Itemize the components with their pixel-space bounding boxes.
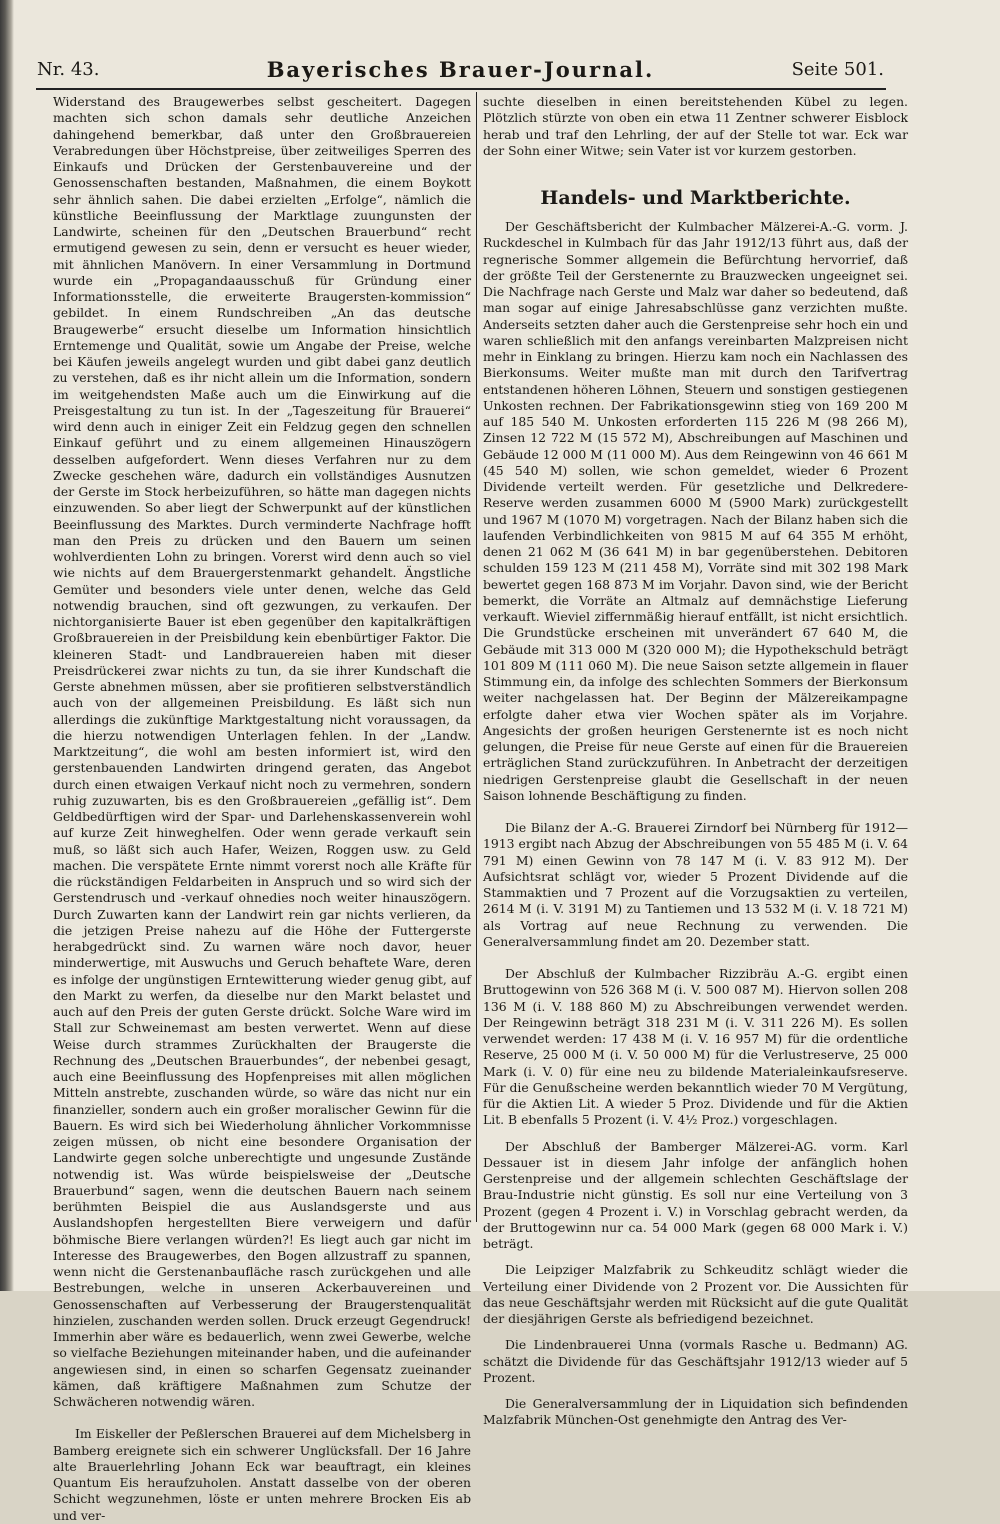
report-paragraph: Die Leipziger Malzfabrik zu Schkeuditz schlägt wieder die Verteilung einer Dividende von 2 Prozent vor. Die Aussichten für das neue Geschäftsjahr werden mit Rücksicht auf die gute Qualität der diesjährigen Gerste als befriedigend bezeichnet.: [483, 1262, 908, 1326]
report-paragraph: Die Generalversammlung der in Liquidation sich befindenden Malzfabrik München-Ost genehmigte den Antrag des Ver-: [483, 1396, 908, 1428]
article-paragraph: suchte dieselben in einen bereitstehenden Kübel zu legen. Plötzlich stürzte von oben ein etwa 11 Zentner schwerer Eisblock herab und traf den Lehrling, der auf der Stelle tot war. Eck war der Sohn einer Witwe; sein Vater ist vor kurzem gestorben.: [483, 94, 908, 158]
right-column: [483, 94, 908, 1429]
section-heading: Handels- und Marktberichte.: [540, 187, 851, 209]
book-binding-edge: [0, 0, 14, 1291]
article-paragraph: Widerstand des Braugewerbes selbst gescheitert. Dagegen machten sich schon damals sehr deutliche Anzeichen dahingehend bemerkbar, daß unter den Großbrauereien Verabredungen über Höchstpreise, über zeitweiliges Sperren des Einkaufs und Drücken der Gerstenbauvereine und der Genossenschaften bestanden, Maßnahmen, die einem Boykott sehr ähnlich sahen. Die dabei erzielten „Erfolge“, nämlich die künstliche Beeinflussung der Marktlage zuungunsten der Landwirte, scheinen für den „Deutschen Brauerbund“ recht ermutigend gewesen zu sein, denn er versucht es heuer wieder, mit ähnlichen Manövern. In einer Versammlung in Dortmund wurde ein „Propagandaausschuß für Gründung einer Informationsstelle, die erweiterte Braugersten-kommission“ gebildet. In einem Rundschreiben „An das deutsche Braugewerbe“ ersucht dieselbe um Information hinsichtlich Erntemenge und Qualität, sowie um Angabe der Preise, welche bei Käufen jeweils angelegt wurden und gibt dabei ganz deutlich zu verstehen, daß es ihr nicht allein um die Information, sondern im weitgehendsten Maße auch um die Einwirkung auf die Preisgestaltung zu tun ist. In der „Tageszeitung für Brauerei“ wird denn auch in einiger Zeit ein Feldzug gegen den schnellen Einkauf geführt und zu einem allgemeinen Hinauszögern desselben aufgefordert. Wenn dieses Verfahren nur zu dem Zwecke geschehen wäre, dadurch ein vollständiges Ausnutzen der Gerste im Stock herbeizuführen, so hätte man dagegen nichts einzuwenden. So aber liegt der Schwerpunkt auf der künstlichen Beeinflussung des Marktes. Durch verminderte Nachfrage hofft man den Preis zu drücken und den Bauern um seinen wohlverdienten Lohn zu bringen. Vorerst wird denn auch so viel wie nichts auf dem Brauergerstenmarkt gehandelt. Ängstliche Gemüter und besonders viele unter denen, welche das Geld notwendig brauchen, sind oft gezwungen, zu verkaufen. Der nichtorganisierte Bauer ist eben gegenüber den kapitalkräftigen Großbrauereien in der Preisbildung kein ebenbürtiger Faktor. Die kleineren Stadt- und Landbrauereien haben mit dieser Preisdrückerei zwar nichts zu tun, da sie ihrer Kundschaft die Gerste abnehmen müssen, aber sie profitieren selbstverständlich auch von der allgemeinen Preisbildung. Es läßt sich nun allerdings die zukünftige Marktgestaltung nicht voraussagen, da die hierzu notwendigen Unterlagen fehlen. In der „Landw. Marktzeitung“, die wohl am besten informiert ist, wird den gerstenbauenden Landwirten dringend geraten, das Angebot durch einen etwaigen Verkauf nicht noch zu vermehren, sondern ruhig zuzuwarten, bis es den Großbrauereien „gefällig ist“. Dem Geldbedürftigen wird der Spar- und Darlehenskassenverein wohl auf kurze Zeit hinweghelfen. Oder wenn gerade verkauft sein muß, so läßt sich auch Hafer, Weizen, Roggen usw. zu Geld machen. Die verspätete Ernte nimmt vorerst noch alle Kräfte für die rückständigen Feldarbeiten in Anspruch und so wird sich der Gerstendrusch und -verkauf ohnedies noch weiter hinauszögern. Durch Zuwarten kann der Landwirt rein gar nichts verlieren, da die jetzigen Preise nahezu auf die Höhe der Futtergerste herabgedrückt sind. Zu warnen wäre noch davor, heuer minderwertige, mit Auswuchs und Geruch behaftete Ware, deren es infolge der ungünstigen Erntewitterung wieder genug gibt, auf den Markt zu werfen, da dieselbe nur den Markt belastet und auch auf den Preis der guten Gerste drückt. Solche Ware wird im Stall zur Schweinemast am besten verwertet. Wenn auf diese Weise durch strammes Zurückhalten der Braugerste die Rechnung des „Deutschen Brauerbundes“, der nebenbei gesagt, auch eine Beeinflussung des Hopfenpreises mit allen möglichen Mitteln anstrebte, zuschanden würde, so wäre das nicht nur ein finanzieller, sondern auch ein großer moralischer Gewinn für die Bauern. Es wird sich bei Wiederholung ähnlicher Vorkommnisse zeigen müssen, ob nicht eine besondere Organisation der Landwirte gegen solche unberechtigte und ungesunde Zustände notwendig ist. Was würde beispielsweise der „Deutsche Brauerbund“ sagen, wenn die deutschen Bauern nach seinem berühmten Beispiel die aus Auslandsgerste und aus Auslandshopfen hergestellten Biere verweigern und dafür böhmische Biere verlangen würden?! Es liegt auch gar nicht im Interesse des Braugewerbes, den Bogen allzustraff zu spannen, wenn nicht die Gerstenanbaufläche rasch zurückgehen und alle Bestrebungen, welche in unseren Ackerbauvereinen und Genossenschaften auf Verbesserung der Braugerstenqualität hinzielen, zuschanden werden sollen. Druck erzeugt Gegendruck! Immerhin aber wäre es bedauerlich, wenn zwei Gewerbe, welche so vielfache Beziehungen miteinander haben, und die aufeinander angewiesen sind, in einen so scharfen Gegensatz zueinander kämen, daß kräftigere Maßnahmen zum Schutze der Schwächeren notwendig wären.: [53, 94, 471, 1409]
issue-number: Nr. 43.: [37, 59, 100, 80]
header-rule: [36, 88, 886, 90]
article-paragraph: Im Eiskeller der Peßlerschen Brauerei auf dem Michelsberg in Bamberg ereignete sich ein schwerer Unglücksfall. Der 16 Jahre alte Brauerlehrling Johann Eck war beauftragt, ein kleines Quantum Eis heraufzuholen. Anstatt dasselbe von der oberen Schicht wegzunehmen, löste er unten mehrere Brocken Eis ab und ver-: [53, 1426, 471, 1523]
report-paragraph: Der Abschluß der Bamberger Mälzerei-AG. vorm. Karl Dessauer ist in diesem Jahr infolge der anfänglich hohen Gerstenpreise und der allgemein schlechten Geschäftslage der Brau-Industrie nicht günstig. Es soll nur eine Verteilung von 3 Prozent (gegen 4 Prozent i. V.) in Vorschlag gebracht werden, da der Bruttogewinn nur ca. 54 000 Mark (gegen 68 000 Mark i. V.) beträgt.: [483, 1138, 908, 1251]
column-divider: [476, 92, 477, 1222]
page-number: Seite 501.: [791, 59, 884, 80]
journal-title: Bayerisches Brauer-Journal.: [266, 57, 655, 82]
report-paragraph: Die Lindenbrauerei Unna (vormals Rasche u. Bedmann) AG. schätzt die Dividende für das Geschäftsjahr 1912/13 wieder auf 5 Prozent.: [483, 1337, 908, 1385]
page-header: [37, 57, 884, 83]
report-paragraph: Die Bilanz der A.-G. Brauerei Zirndorf bei Nürnberg für 1912—1913 ergibt nach Abzug der Abschreibungen von 55 485 M (i. V. 64 791 M) einen Gewinn von 78 147 M (i. V. 83 912 M). Der Aufsichtsrat schlägt vor, wieder 5 Prozent Dividende auf die Stammaktien und 7 Prozent auf die Vorzugsaktien zu verteilen, 2614 M (i. V. 3191 M) zu Tantiemen und 13 532 M (i. V. 18 721 M) als Vortrag auf neue Rechnung zu verwenden. Die Generalversammlung findet am 20. Dezember statt.: [483, 820, 908, 949]
report-paragraph: Der Abschluß der Kulmbacher Rizzibräu A.-G. ergibt einen Bruttogewinn von 526 368 M (i. V. 500 087 M). Hiervon sollen 208 136 M (i. V. 188 860 M) zu Abschreibungen verwendet werden. Der Reingewinn beträgt 318 231 M (i. V. 311 226 M). Es sollen verwendet werden: 17 438 M (i. V. 16 957 M) für die ordentliche Reserve, 25 000 M (i. V. 50 000 M) für die Verlustreserve, 25 000 Mark (i. V. 0) für eine neu zu bildende Materialeinkaufsreserve. Für die Genußscheine werden bekanntlich wieder 70 M Vergütung, für die Aktien Lit. A wieder 5 Proz. Dividende und für die Aktien Lit. B ebenfalls 5 Prozent (i. V. 4½ Proz.) vorgeschlagen.: [483, 966, 908, 1128]
left-column: [53, 94, 471, 1524]
report-paragraph: Der Geschäftsbericht der Kulmbacher Mälzerei-A.-G. vorm. J. Ruckdeschel in Kulmbach für das Jahr 1912/13 führt aus, daß der regnerische Sommer allgemein die Befürchtung hervorrief, daß der größte Teil der Gerstenernte zu Brauzwecken ungeeignet sei. Die Nachfrage nach Gerste und Malz war daher so bedeutend, daß man sogar auf einige Jahresabschlüsse ganz verzichten mußte. Anderseits setzten daher auch die Gerstenpreise sehr hoch ein und waren schließlich mit den anfangs vereinbarten Malzpreisen nicht mehr in Einklang zu bringen. Hierzu kam noch ein Nachlassen des Bierkonsums. Weiter mußte man mit durch den Tarifvertrag entstandenen höheren Löhnen, Steuern und sonstigen gestiegenen Unkosten rechnen. Der Fabrikationsgewinn stieg von 169 200 M auf 185 540 M. Unkosten erforderten 115 226 M (98 266 M), Zinsen 12 722 M (15 572 M), Abschreibungen auf Maschinen und Gebäude 12 000 M (11 000 M). Aus dem Reingewinn von 46 661 M (45 540 M) sollen, wie schon gemeldet, wieder 6 Prozent Dividende verteilt werden. Für gesetzliche und Delkredere-Reserve werden zusammen 6000 M (5900 Mark) zurückgestellt und 1967 M (1070 M) vorgetragen. Nach der Bilanz haben sich die laufenden Verbindlichkeiten von 9815 M auf 64 355 M erhöht, denen 21 062 M (36 641 M) in bar gegenüberstehen. Debitoren schulden 159 123 M (211 458 M), Vorräte sind mit 302 198 Mark bewertet gegen 168 873 M im Vorjahr. Davon sind, wie der Bericht bemerkt, die Vorräte an Altmalz auf demnächstige Lieferung verkauft. Wieviel ziffernmäßig hierauf entfällt, ist nicht ersichtlich. Die Grundstücke erscheinen mit unverändert 67 640 M, die Gebäude mit 313 000 M (320 000 M); die Hypothekschuld beträgt 101 809 M (111 060 M). Die neue Saison setzte allgemein in flauer Stimmung ein, da infolge des schlechten Sommers der Bierkonsum weiter nachgelassen hat. Der Beginn der Mälzereikampagne erfolgte daher etwa vier Wochen später als im Vorjahre. Angesichts der großen heurigen Gerstenernte ist es noch nicht gelungen, die Preise für neue Gerste auf einen für die Brauereien erträglichen Stand zurückzuführen. In Anbetracht der derzeitigen niedrigen Gerstenpreise glaubt die Gesellschaft in der neuen Saison lohnende Beschäftigung zu finden.: [483, 219, 908, 803]
